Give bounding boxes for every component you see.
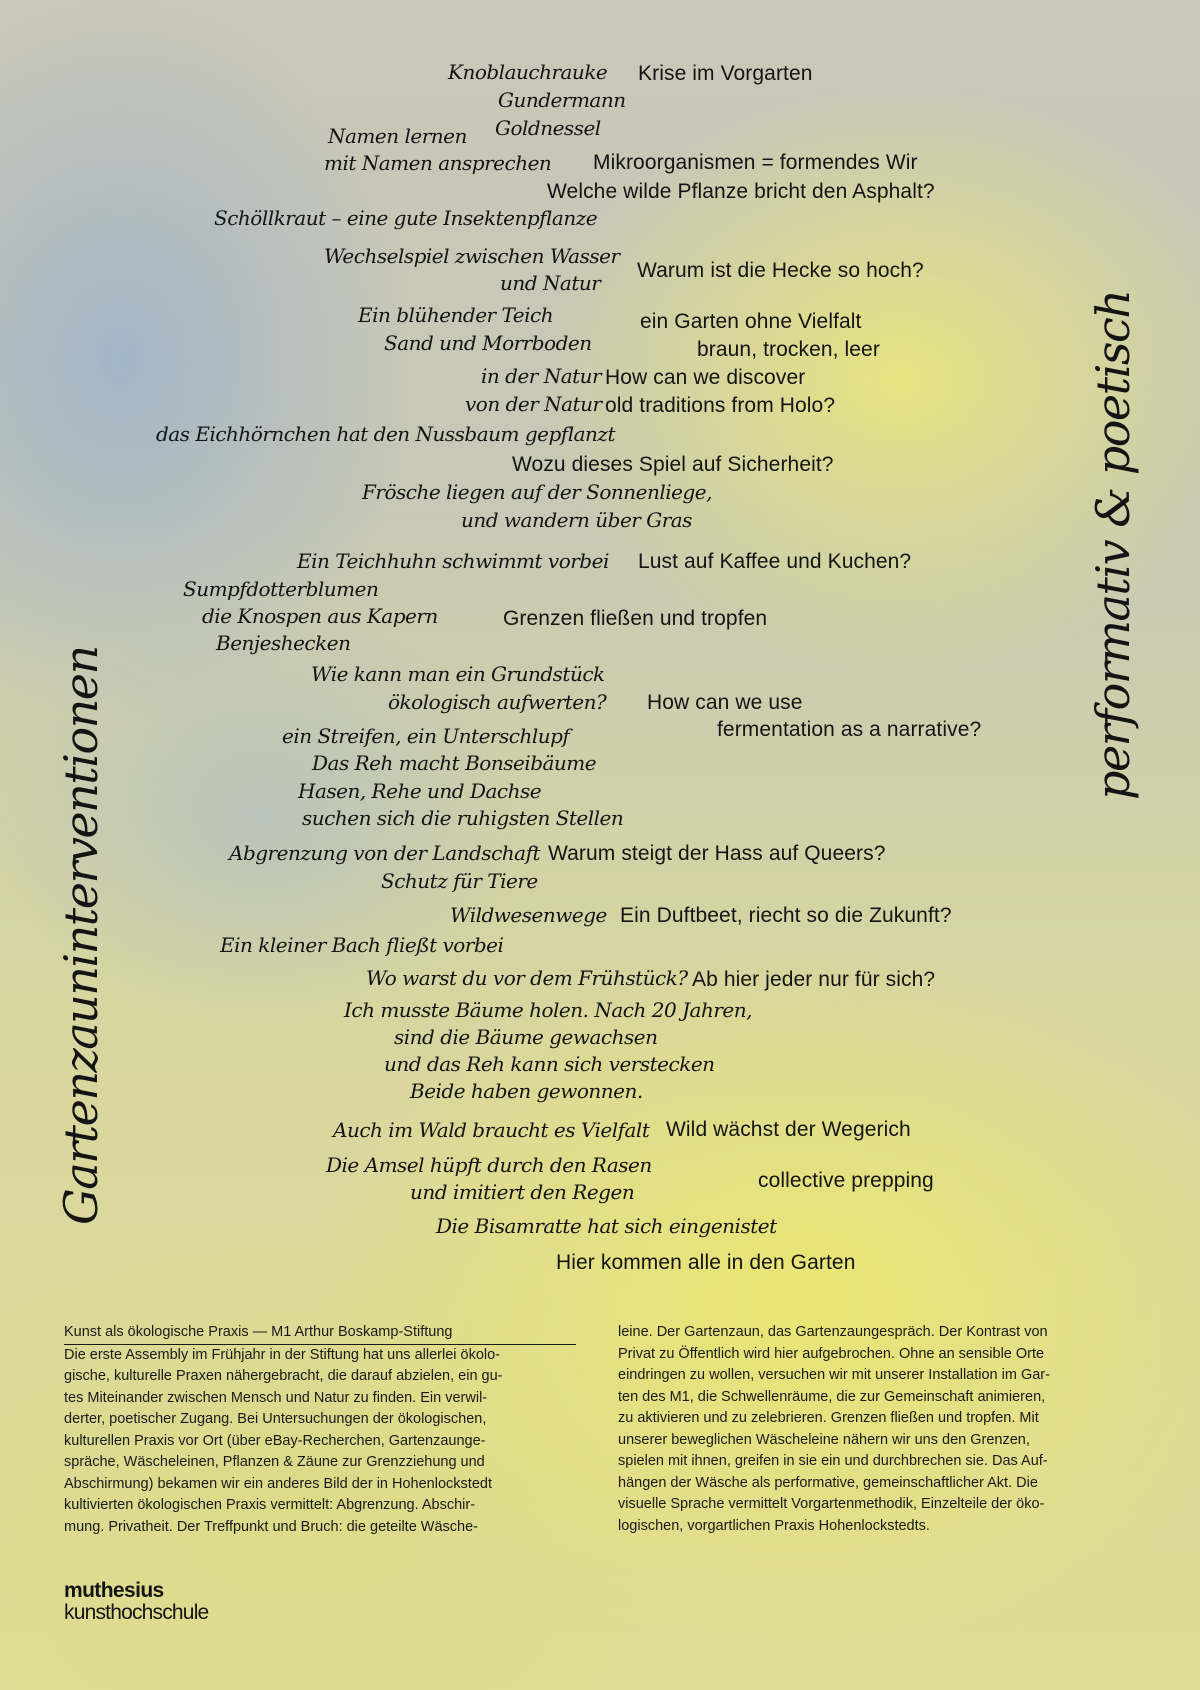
vertical-title-left: Gartenzauninterventionen [54, 646, 108, 1225]
poem-line: Beide haben gewonnen. [410, 1079, 643, 1103]
poem-line: Ein Teichhuhn schwimmt vorbei [297, 549, 609, 573]
poem-line: Sand und Morrboden [384, 331, 592, 355]
text-line: ten des M1, die Schwellenräume, die zur Gemeinschaft animieren, [618, 1388, 1046, 1405]
poem-question: How can we discover [605, 366, 806, 389]
poem-line: Gundermann [498, 88, 626, 112]
poem-question: ein Garten ohne Vielfalt [640, 310, 862, 333]
text-line: Privat zu Öffentlich wird hier aufgebrochen. Ohne an sensible Orte [618, 1345, 1045, 1362]
poem-line: in der Natur [481, 364, 602, 388]
poem-line: Die Amsel hüpft durch den Rasen [326, 1153, 652, 1177]
poem-line: Goldnessel [495, 116, 601, 140]
poem-question: Grenzen fließen und tropfen [503, 607, 768, 630]
poem-line: Hasen, Rehe und Dachse [298, 779, 542, 803]
text-line: spielen mit ihnen, greifen in sie ein und durchbrechen sie. Das Auf- [618, 1453, 1048, 1469]
text-line: visuelle Sprache vermittelt Vorgartenmethodik, Einzelteile der öko- [618, 1496, 1045, 1512]
poem-line: Ein kleiner Bach fließt vorbei [220, 933, 504, 957]
poem-line: suchen sich die ruhigsten Stellen [302, 806, 624, 830]
logo-subline: kunsthochschule [64, 1601, 209, 1624]
poem-line: Abgrenzung von der Landschaft [229, 841, 541, 865]
muthesius-logo [64, 1580, 208, 1623]
text-line: tes Miteinander zwischen Mensch und Natur zu finden. Ein verwil- [64, 1389, 488, 1406]
poem-line: Frösche liegen auf der Sonnenliege, [362, 480, 712, 504]
poem-question: braun, trocken, leer [697, 338, 880, 361]
text-line: kulturellen Praxis vor Ort (über eBay-Recherchen, Gartenzaunge- [64, 1432, 486, 1449]
poem-line: Wo warst du vor dem Frühstück? [366, 966, 688, 990]
poem-line: und imitiert den Regen [410, 1180, 635, 1204]
poem-line: und das Reh kann sich verstecken [384, 1052, 715, 1076]
text-column-right [618, 1322, 1138, 1537]
poem-question: Hier kommen alle in den Garten [556, 1251, 856, 1274]
poem-question: Ein Duftbeet, riecht so die Zukunft? [620, 904, 952, 927]
text-line: Die erste Assembly im Frühjahr in der Stiftung hat uns allerlei ökolo- [64, 1346, 500, 1363]
text-title: Kunst als ökologische Praxis — M1 Arthur Boskamp-Stiftung [64, 1322, 576, 1345]
text-line: eindringen zu wollen, versuchen wir mit unserer Installation im Gar- [618, 1367, 1050, 1383]
poem-line: Knoblauchrauke [448, 60, 608, 84]
poem-question: fermentation as a narrative? [717, 718, 982, 741]
text-line: leine. Der Gartenzaun, das Gartenzaungespräch. Der Kontrast von [618, 1324, 1048, 1340]
poem-line: Namen lernen [328, 124, 467, 148]
text-line: gische, kulturelle Praxen nähergebracht, die darauf abzielen, ein gu- [64, 1368, 503, 1384]
text-line: zu aktivieren und zu zelebrieren. Grenzen fließen und tropfen. Mit [618, 1410, 1039, 1426]
poem-question: How can we use [647, 691, 803, 714]
text-line: Abschirmung) bekamen wir ein anderes Bild der in Hohenlockstedt [64, 1475, 492, 1492]
poem-question: Mikroorganismen = formendes Wir [593, 151, 918, 174]
text-line: derter, poetischer Zugang. Bei Untersuchungen der ökologischen, [64, 1411, 487, 1427]
poem-line: Wechselspiel zwischen Wasser [324, 244, 620, 268]
poem-line: Wildwesenwege [450, 903, 607, 927]
poem-line: sind die Bäume gewachsen [394, 1025, 658, 1049]
poem-line: Das Reh macht Bonseibäume [312, 751, 597, 775]
poem-line: mit Namen ansprechen [324, 151, 552, 175]
poem-question: Wild wächst der Wegerich [666, 1118, 911, 1141]
poem-line: Die Bisamratte hat sich eingenistet [436, 1214, 777, 1238]
poem-question: Krise im Vorgarten [638, 62, 813, 85]
poem-line: das Eichhörnchen hat den Nussbaum gepflanzt [156, 422, 615, 446]
poem-line: ökologisch aufwerten? [388, 690, 607, 714]
poem-line: Ein blühender Teich [358, 303, 554, 327]
poem-line: Schöllkraut – eine gute Insektenpflanze [214, 206, 598, 230]
poem-line: Sumpfdotterblumen [183, 577, 379, 601]
poem-question: Warum ist die Hecke so hoch? [637, 259, 924, 282]
poem-line: Benjeshecken [216, 631, 351, 655]
poem-question: Lust auf Kaffee und Kuchen? [638, 550, 912, 573]
text-line: unserer beweglichen Wäscheleine nähern wir uns den Grenzen, [618, 1431, 1030, 1448]
poem-line: und wandern über Gras [461, 508, 692, 532]
text-line: mung. Privatheit. Der Treffpunkt und Bruch: die geteilte Wäsche- [64, 1518, 478, 1535]
poem-question: Warum steigt der Hass auf Queers? [548, 842, 886, 865]
text-line: hängen der Wäsche als performative, gemeinschaftlicher Akt. Die [618, 1474, 1038, 1491]
poem-question: Ab hier jeder nur für sich? [692, 968, 936, 991]
poem-line: Wie kann man ein Grundstück [311, 662, 605, 686]
logo-wordmark: muthesius [64, 1579, 164, 1602]
poem-question: Wozu dieses Spiel auf Sicherheit? [512, 453, 834, 476]
text-column-left [64, 1322, 576, 1538]
poem-question: Welche wilde Pflanze bricht den Asphalt? [547, 180, 935, 203]
text-line: logischen, vorgartlichen Praxis Hohenlockstedts. [618, 1517, 930, 1534]
text-line: kultivierten ökologischen Praxis vermittelt: Abgrenzung. Abschir- [64, 1497, 476, 1513]
vertical-title-right: performativ & poetisch [1086, 290, 1140, 800]
poem-line: Auch im Wald braucht es Vielfalt [333, 1118, 650, 1142]
poem-line: ein Streifen, ein Unterschlupf [282, 724, 570, 748]
poem-line: die Knospen aus Kapern [202, 604, 438, 628]
poem-question: collective prepping [758, 1169, 934, 1192]
text-line: spräche, Wäscheleinen, Pflanzen & Zäune zur Grenzziehung und [64, 1454, 485, 1470]
poem-line: Schutz für Tiere [381, 869, 538, 893]
poem-line: Ich musste Bäume holen. Nach 20 Jahren, [344, 998, 752, 1022]
poem-question: old traditions from Holo? [605, 394, 836, 417]
poem-line: von der Natur [465, 392, 602, 416]
poem-line: und Natur [500, 271, 601, 295]
